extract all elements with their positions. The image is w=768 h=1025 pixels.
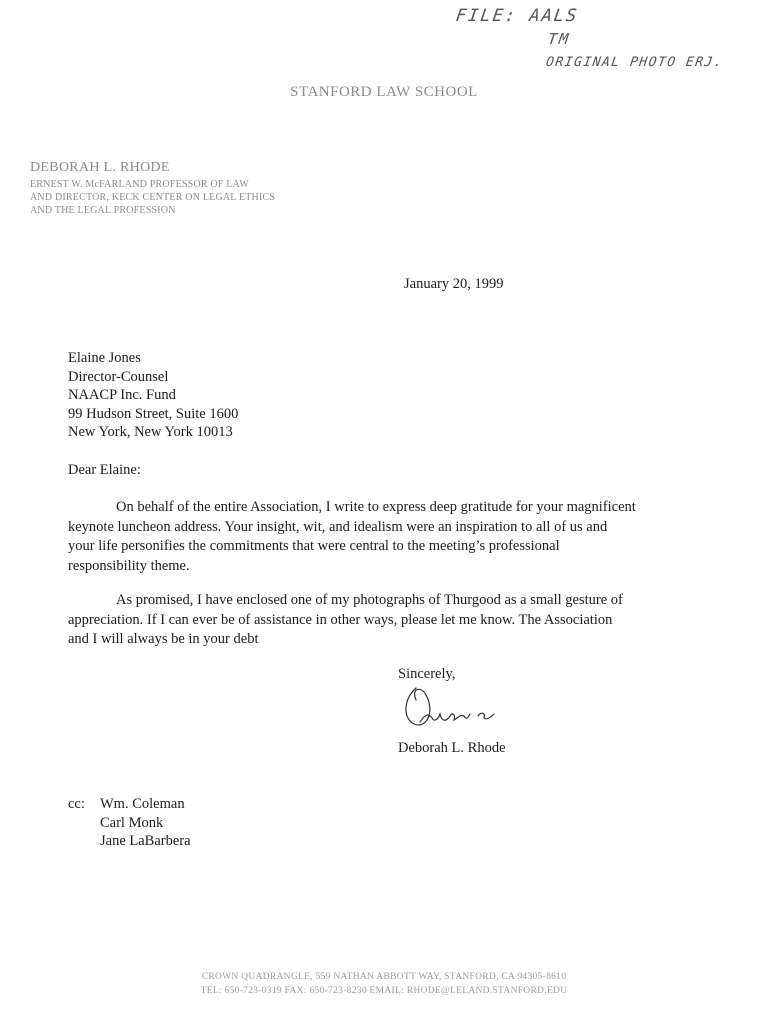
salutation: Dear Elaine: (68, 462, 141, 478)
handwritten-signature (398, 678, 508, 730)
paragraph-line: and I will always be in your debt (68, 631, 259, 647)
sender-title-line: AND THE LEGAL PROFESSION (30, 205, 176, 216)
cc-name: Carl Monk (100, 814, 164, 831)
handwritten-note-initials: TM (546, 30, 572, 48)
recipient-address (68, 349, 238, 442)
footer-contact: TEL: 650-723-0319 FAX: 650-723-8230 EMAIL: RHODE@LELAND.STANFORD.EDU (200, 986, 568, 996)
sender-name: DEBORAH L. RHODE (30, 160, 170, 175)
cc-name: Wm. Coleman (100, 796, 185, 812)
paragraph-line: As promised, I have enclosed one of my photographs of Thurgood as a small gesture of (116, 592, 623, 608)
sender-title-line: AND DIRECTOR, KECK CENTER ON LEGAL ETHICS (30, 192, 276, 203)
handwritten-note-photo: ORIGINAL PHOTO ERJ. (544, 55, 725, 70)
sender-title-line: ERNEST W. McFARLAND PROFESSOR OF LAW (30, 179, 249, 190)
body-paragraph-2 (68, 591, 708, 650)
recipient-line: Elaine Jones (68, 350, 141, 366)
handwritten-note-file: FILE: AALS (454, 6, 580, 26)
signature-name: Deborah L. Rhode (398, 740, 506, 756)
letter-date: January 20, 1999 (404, 276, 504, 292)
letterhead-institution: STANFORD LAW SCHOOL (290, 84, 478, 100)
paragraph-line: your life personifies the commitments that were central to the meeting’s professional (68, 538, 560, 554)
recipient-line: Director-Counsel (68, 368, 169, 385)
footer-address: CROWN QUADRANGLE, 559 NATHAN ABBOTT WAY, STANFORD, CA 94305-8610 (201, 972, 567, 982)
paragraph-line: appreciation. If I can ever be of assistance in other ways, please let me know. The Association (68, 611, 613, 628)
paragraph-line: On behalf of the entire Association, I write to express deep gratitude for your magnificent (116, 499, 636, 515)
paragraph-line: responsibility theme. (68, 557, 190, 574)
body-paragraph-1 (68, 498, 708, 576)
cc-label: cc: (68, 796, 85, 812)
recipient-line: NAACP Inc. Fund (68, 387, 176, 403)
closing: Sincerely, (398, 666, 456, 682)
recipient-line: 99 Hudson Street, Suite 1600 (68, 405, 239, 422)
paragraph-line: keynote luncheon address. Your insight, wit, and idealism were an inspiration to all of us and (68, 518, 608, 535)
recipient-line: New York, New York 10013 (68, 424, 233, 440)
cc-list (100, 795, 191, 851)
cc-name: Jane LaBarbera (100, 833, 191, 849)
